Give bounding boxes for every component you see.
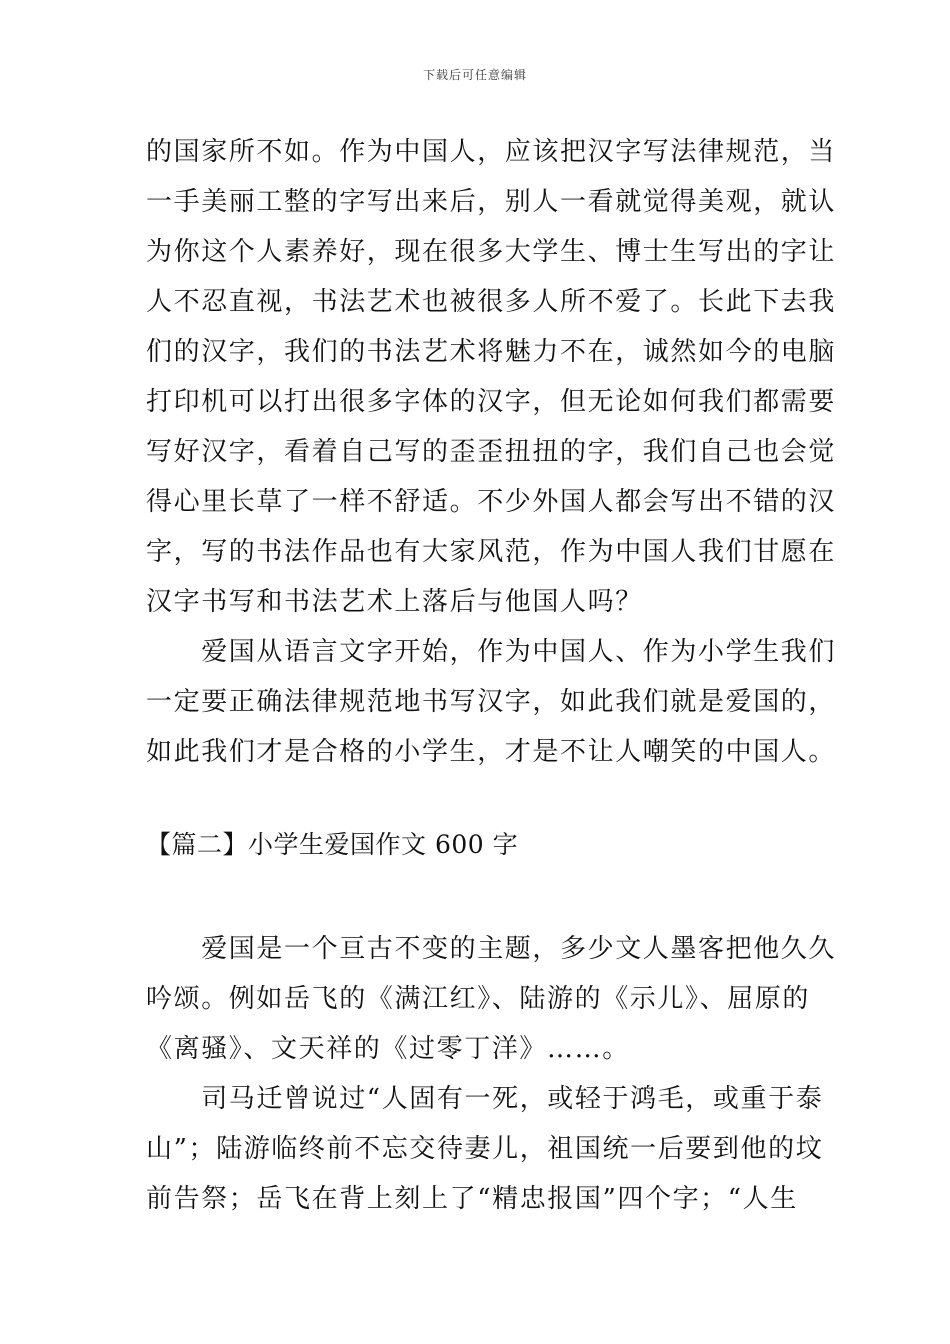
text-line: 爱国从语言文字开始，作为中国人、作为小学生我们: [146, 637, 837, 667]
text-line: 写好汉字，看着自己写的歪歪扭扭的字，我们自己也会觉: [146, 437, 837, 467]
text-line: 字，写的书法作品也有大家风范，作为中国人我们甘愿在: [146, 537, 837, 567]
text-line: 打印机可以打出很多字体的汉字，但无论如何我们都需要: [146, 387, 837, 417]
text-line: 得心里长草了一样不舒适。不少外国人都会写出不错的汉: [146, 487, 837, 517]
text-line: 人不忍直视，书法艺术也被很多人所不爱了。长此下去我: [146, 287, 837, 317]
text-line: 吟颂。例如岳飞的《满江红》、陆游的《示儿》、屈原的: [146, 984, 811, 1014]
text-line: 一手美丽工整的字写出来后，别人一看就觉得美观，就认: [146, 187, 837, 217]
text-line: 司马迁曾说过“人固有一死，或轻于鸿毛，或重于泰: [146, 1084, 824, 1114]
text-line: 为你这个人素养好，现在很多大学生、博士生写出的字让: [146, 237, 837, 267]
text-line: 爱国是一个亘古不变的主题，多少文人墨客把他久久: [146, 934, 837, 964]
text-line: 的国家所不如。作为中国人，应该把汉字写法律规范，当: [146, 137, 837, 167]
text-line: 前告祭；岳飞在背上刻上了“精忠报国”四个字；“人生: [146, 1184, 798, 1214]
text-line: 一定要正确法律规范地书写汉字，如此我们就是爱国的，: [146, 687, 837, 717]
text-line: 《离骚》、文天祥的《过零丁洋》……。: [146, 1034, 630, 1064]
text-line: 们的汉字，我们的书法艺术将魅力不在，诚然如今的电脑: [146, 337, 837, 367]
text-line: 山”；陆游临终前不忘交待妻儿，祖国统一后要到他的坟: [146, 1134, 824, 1164]
section-heading: 【篇二】小学生爱国作文 600 字: [146, 830, 519, 859]
text-line: 如此我们才是合格的小学生，才是不让人嘲笑的中国人。: [146, 737, 837, 767]
text-line: 汉字书写和书法艺术上落后与他国人吗？: [146, 587, 643, 617]
page-header-note: 下载后可任意编辑: [422, 68, 527, 82]
